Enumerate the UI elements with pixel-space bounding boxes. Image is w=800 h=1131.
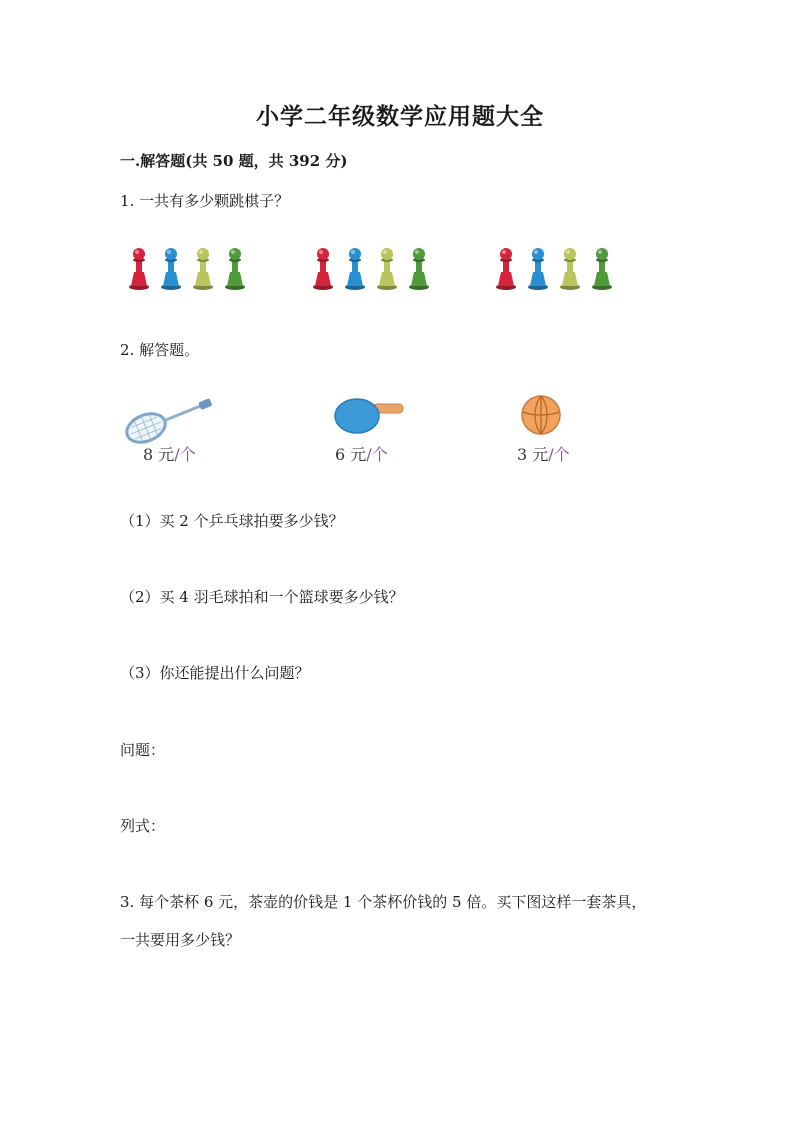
pawn-group-1 [128,246,246,290]
pawn-icon [408,246,430,290]
question-2-sub-3: （3）你还能提出什么问题？ [120,664,310,682]
pawn-icon [128,246,150,290]
question-2-sub-2: （2）买 4 羽毛球拍和一个篮球要多少钱？ [120,588,404,606]
section-heading: 一.解答题(共 50 题，共 392 分) [120,152,348,170]
question-2-text: 2. 解答题。 [120,341,200,359]
pawn-group-2 [312,246,430,290]
question-1-text: 1. 一共有多少颗跳棋子？ [120,192,290,210]
basketball-icon [518,392,564,438]
badminton-racket-icon [122,392,218,448]
pawn-icon [160,246,182,290]
answer-label-formula: 列式： [120,817,166,835]
question-3-line-1: 3. 每个茶杯 6 元，茶壶的价钱是 1 个茶杯价钱的 5 倍。买下图这样一套茶具， [120,893,647,911]
question-2-sub-1: （1）买 2 个乒乓球拍要多少钱？ [120,512,344,530]
price-badminton-racket: 8 元/个 [143,445,196,464]
pawn-icon [376,246,398,290]
ping-pong-paddle-icon [333,392,413,442]
question-3-line-2: 一共要用多少钱？ [120,931,241,949]
pawn-icon [495,246,517,290]
page-title: 小学二年级数学应用题大全 [256,103,544,130]
pawn-icon [591,246,613,290]
pawn-icon [344,246,366,290]
pawn-icon [192,246,214,290]
pawn-icon [224,246,246,290]
price-ping-pong-paddle: 6 元/个 [335,445,388,464]
pawn-icon [527,246,549,290]
pawn-icon [312,246,334,290]
pawn-group-3 [495,246,613,290]
answer-label-question: 问题： [120,741,166,759]
price-basketball: 3 元/个 [517,445,570,464]
pawn-icon [559,246,581,290]
